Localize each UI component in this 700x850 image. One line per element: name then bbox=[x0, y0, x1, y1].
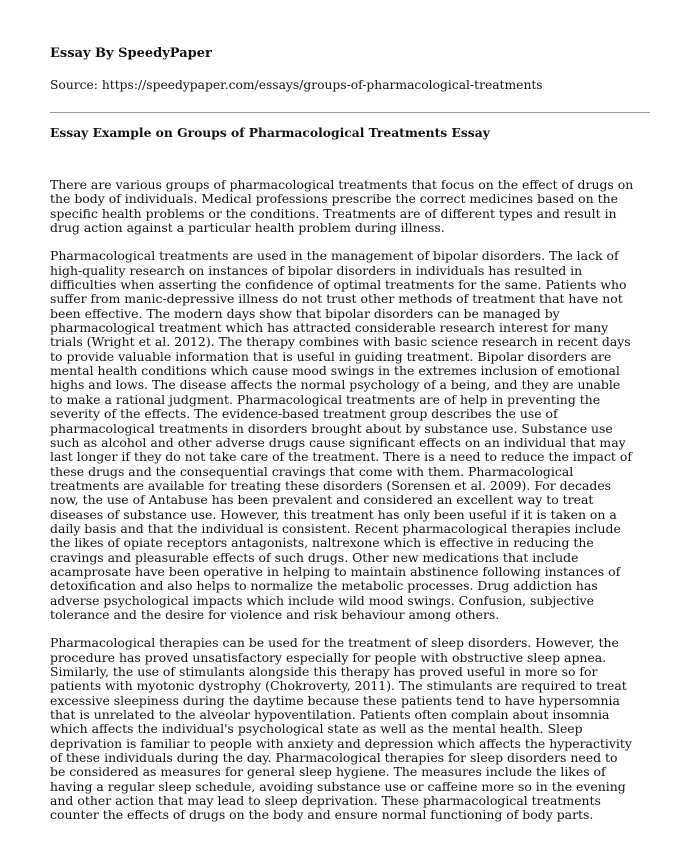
essay-body bbox=[50, 178, 636, 823]
essay-paragraph-3: Pharmacological therapies can be used for the treatment of sleep disorders. However, the procedure has proved unsatisfactory especially for people with obstructive sleep apnea. Similarly, the use of stimulants alongside this therapy has proved useful in more so for patients with myotonic dystrophy (Chokroverty, 2011). The stimulants are required to treat excessive sleepiness during the daytime because these patients tend to have hypersomnia that is unrelated to the alveolar hypoventilation. Patients often complain about insomnia which affects the individual's psychological state as well as the mental health. Sleep deprivation is familiar to people with anxiety and depression which affects the hyperactivity of these individuals during the day. Pharmacological therapies for sleep disorders need to be considered as measures for general sleep hygiene. The measures include the likes of having a regular sleep schedule, avoiding substance use or caffeine more so in the evening and other action that may lead to sleep deprivation. These pharmacological treatments counter the effects of drugs on the body and ensure normal functioning of body parts. bbox=[50, 635, 632, 823]
essay-paragraph-1: There are various groups of pharmacological treatments that focus on the effect of drugs on the body of individuals. Medical professions prescribe the correct medicines based on the specific health problems or the conditions. Treatments are of different types and result in drug action against a particular health problem during illness. bbox=[50, 177, 634, 236]
source-line: Source: https://speedypaper.com/essays/groups-of-pharmacological-treatments bbox=[50, 78, 543, 92]
site-brand: Essay By SpeedyPaper bbox=[50, 46, 212, 61]
essay-title: Essay Example on Groups of Pharmacological Treatments Essay bbox=[50, 125, 490, 140]
header-divider bbox=[50, 112, 650, 113]
essay-paragraph-2: Pharmacological treatments are used in the management of bipolar disorders. The lack of high-quality research on instances of bipolar disorders in individuals has resulted in difficulties when asserting the confidence of optimal treatments for the same. Patients who suffer from manic-depressive illness do not trust other methods of treatment that have not been effective. The modern days show that bipolar disorders can be managed by pharmacological treatment which has attracted considerable research interest for many trials (Wright et al. 2012). The therapy combines with basic science research in recent days to provide valuable information that is useful in guiding treatment. Bipolar disorders are mental health conditions which cause mood swings in the extremes inclusion of emotional highs and lows. The disease affects the normal psychology of a being, and they are unable to make a rational judgment. Pharmacological treatments are of help in preventing the severity of the effects. The evidence-based treatment group describes the use of pharmacological treatments in disorders brought about by substance use. Substance use such as alcohol and other adverse drugs cause significant effects on an individual that may last longer if they do not take care of the treatment. There is a need to reduce the impact of these drugs and the consequential cravings that come with them. Pharmacological treatments are available for treating these disorders (Sorensen et al. 2009). For decades now, the use of Antabuse has been prevalent and considered an excellent way to treat diseases of substance use. However, this treatment has only been useful if it is taken on a daily basis and that the individual is consistent. Recent pharmacological therapies include the likes of opiate receptors antagonists, naltrexone which is effective in reducing the cravings and pleasurable effects of such drugs. Other new medications that include acamprosate have been operative in helping to maintain abstinence following instances of detoxification and also helps to normalize the metabolic processes. Drug addiction has adverse psychological impacts which include wild mood swings. Confusion, subjective tolerance and the desire for violence and risk behaviour among others. bbox=[50, 248, 632, 622]
